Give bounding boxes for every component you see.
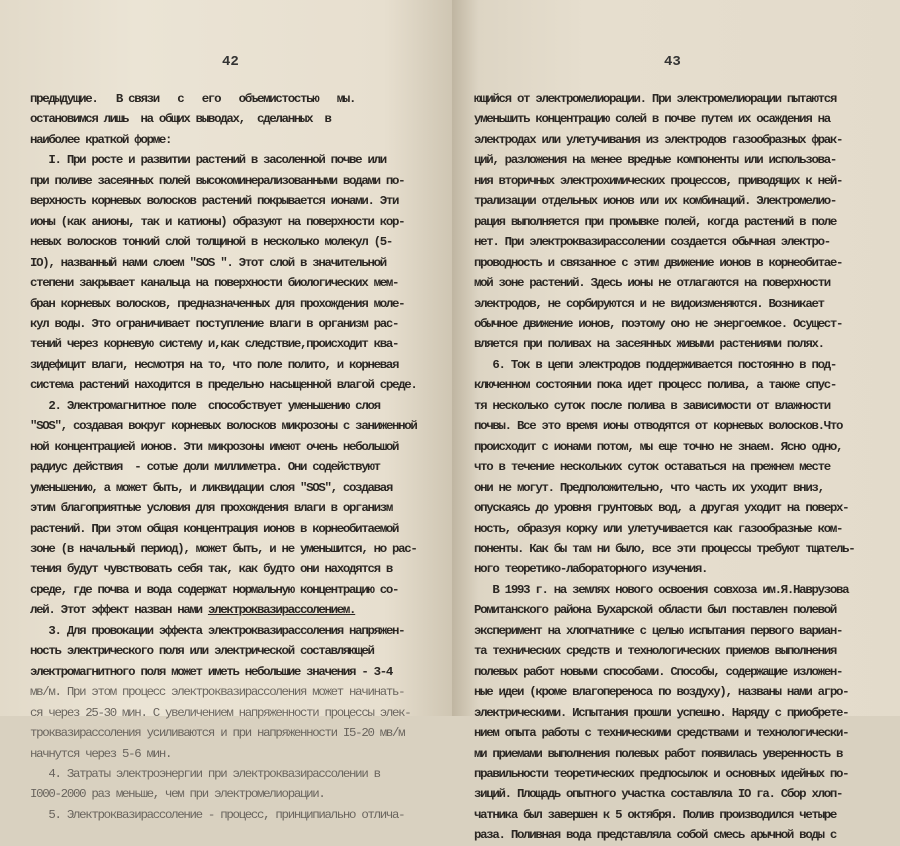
underlined-term: электроквазирассолением. — [207, 603, 356, 618]
text-line: Ромитанского района Бухарской области был поставлен полевой — [474, 603, 837, 618]
text-line: ми приемами выполнения полевых работ появилась уверенность в — [474, 746, 843, 761]
text-line: электромагнитного поля может иметь небольшие значения - 3-4 — [30, 664, 393, 679]
text-line: 5. Электроквазирассоление - процесс, принципиально отлича- — [30, 807, 405, 822]
text-line: ния вторичных электрохимических процессов, приводящих к ней- — [474, 173, 843, 188]
text-line: тения будут чувствовать себя так, как будто они находятся в — [30, 562, 393, 577]
right-page — [452, 0, 900, 843]
text-line: 6. Ток в цепи электродов поддерживается постоянно в под- — [474, 357, 837, 372]
text-line: верхность корневых волосков растений покрывается ионами. Эти — [30, 194, 399, 209]
text-line: бран корневых волосков, предназначенных для прохождения моле- — [30, 296, 405, 311]
text-line: 2. Электромагнитное поле способствует уменьшению слоя — [30, 398, 380, 413]
text-line: зоне (в начальный период), может быть, и не уменьшится, но рас- — [30, 541, 417, 556]
text-line: нет. При электроквазирассолении создается обычная электро- — [474, 235, 830, 250]
text-line: степени закрывает канальца на поверхности биологических мем- — [30, 276, 399, 291]
text-line: система растений находится в предельно насыщенной влагой среде. — [30, 378, 417, 393]
text-line-start: лей. Этот эффект назван нами — [30, 603, 208, 618]
text-line: ной концентрацией ионов. Эти микрозоны имеют очень небольшой — [30, 439, 399, 454]
left-page — [0, 0, 452, 822]
text-line: начнутся через 5-6 мин. — [30, 746, 172, 761]
text-line: почвы. Все это время ионы отводятся от корневых волосков.Что — [474, 419, 843, 434]
text-line: ключенном состоянии пока идет процесс полива, а также спус- — [474, 378, 837, 393]
text-line: электродах или улетучивания из электродов газообразных фрак- — [474, 132, 843, 147]
text-line: ного теоретико-лабораторного изучения. — [474, 562, 708, 577]
text-line: ций, разложения на менее вредные компоненты или использова- — [474, 153, 837, 168]
text-line: уменьшению, а может быть, и ликвидации слоя "SOS", создавая — [30, 480, 393, 495]
text-line: зиций. Площадь опытного участка составляла IO га. Сбор хлоп- — [474, 787, 843, 802]
text-line: кул воды. Это ограничивает поступление влаги в организм рас- — [30, 316, 399, 331]
text-line: трализации отдельных ионов или их комбинаций. Электромелио- — [474, 194, 837, 209]
text-line: 4. Затраты электроэнергии при электроквазирассолении в — [30, 766, 380, 781]
text-line: поненты. Как бы там ни было, все эти процессы требуют тщатель- — [474, 541, 855, 556]
page-number: 43 — [664, 54, 681, 70]
text-line: зидефицит влаги, несмотря на то, что поле полито, и корневая — [30, 357, 399, 372]
text-line: эксперимент на хлопчатнике с целью испытания первого вариан- — [474, 623, 843, 638]
text-line: 3. Для провокации эффекта электроквазирассоления напряжен- — [30, 623, 405, 638]
text-line: чатника был завершен к 5 октября. Полив производился четыре — [474, 807, 837, 822]
text-line: та технических средств и технологических приемов выполнения — [474, 644, 837, 659]
text-line: мой зоне растений. Здесь ионы не отлагаются на поверхности — [474, 276, 830, 291]
text-line: полевых работ новыми способами. Способы, содержащие изложен- — [474, 664, 843, 679]
text-line: проводность и связанное с этим движение ионов в корнеобитае- — [474, 255, 843, 270]
text-line: ющийся от электромелиорации. При электромелиорации пытаются — [474, 92, 837, 106]
text-line: вляется при поливах на засеянных живыми растениями полях. — [474, 337, 824, 352]
text-line: I000-2000 раз меньше, чем при электромелиорации. — [30, 787, 325, 802]
text-line: ся через 25-30 мин. С увеличением напряженности процессы элек- — [30, 705, 411, 720]
text-line: наиболее краткой форме: — [30, 132, 172, 147]
text-line: при поливе засеянных полей высокоминерализованными водами по- — [30, 173, 405, 188]
text-line: "SOS", создавая вокруг корневых волосков микрозоны с заниженной — [30, 419, 417, 434]
text-line — [30, 600, 417, 620]
text-line: обычное движение ионов, поэтому оно не энергоемкое. Осущест- — [474, 316, 843, 331]
text-line: предыдущие. В связи с его объемистостью мы. — [30, 92, 356, 106]
text-line: этим благоприятные условия для прохождения влаги в организм — [30, 501, 393, 516]
text-line: I. При росте и развитии растений в засоленной почве или — [30, 153, 386, 168]
text-line: В 1993 г. на землях нового освоения совхоза им.Я.Наврузова — [474, 582, 849, 597]
text-line: правильности теоретических предпосылок и основных идейных по- — [474, 766, 849, 781]
text-line: тений через корневую систему и,как следствие,происходит ква- — [30, 337, 399, 352]
text-line: IO), названный нами слоем "SOS ". Этот слой в значительной — [30, 255, 386, 270]
text-line: остановимся лишь на общих выводах, сделанных в — [30, 112, 331, 127]
text-line: тя несколько суток после полива в зависимости от влажности — [474, 398, 830, 413]
text-line: ные идеи (кроме влагопереноса по воздуху), названы нами агро- — [474, 685, 849, 700]
text-line: невых волосков тонкий слой толщиной в несколько молекул (5- — [30, 235, 393, 250]
text-line: раза. Поливная вода представляла собой смесь арычной воды с — [474, 828, 837, 843]
text-line: опускаясь до уровня грунтовых вод, а другая уходит на поверх- — [474, 501, 849, 516]
text-line: среде, где почва и вода содержат нормальную концентрацию со- — [30, 582, 399, 597]
page-text — [30, 89, 417, 825]
text-line: уменьшить концентрацию солей в почве путем их осаждения на — [474, 112, 830, 127]
page-text — [474, 89, 854, 846]
text-line: что в течение нескольких суток оставаться на прежнем месте — [474, 460, 830, 475]
text-line: происходит с ионами потом, мы еще точно не знаем. Ясно одно, — [474, 439, 843, 454]
text-line: радиус действия - сотые доли миллиметра. Они содействуют — [30, 460, 380, 475]
text-line: мв/м. При этом процесс электроквазирассоления может начинать- — [30, 685, 405, 700]
text-line: они не могут. Предположительно, что часть их уходит вниз, — [474, 480, 824, 495]
text-line: рация выполняется при промывке полей, когда растений в поле — [474, 214, 837, 229]
text-line: ионы (как анионы, так и катионы) образуют на поверхности кор- — [30, 214, 405, 229]
text-line: электрическими. Испытания прошли успешно. Наряду с приобрете- — [474, 705, 849, 720]
text-line: ность электрического поля или электрической составляющей — [30, 644, 374, 659]
text-line: электродов, не сорбируются и не видоизменяются. Возникает — [474, 296, 824, 311]
page-number: 42 — [222, 54, 239, 70]
text-line: ность, образуя корку или улетучивается как газообразные ком- — [474, 521, 843, 536]
text-line: нием опыта работы с техническими средствами и технологически- — [474, 726, 849, 741]
text-line: растений. При этом общая концентрация ионов в корнеобитаемой — [30, 521, 399, 536]
text-line: троквазирассоления усиливаются и при напряженности I5-20 мв/м — [30, 726, 405, 741]
